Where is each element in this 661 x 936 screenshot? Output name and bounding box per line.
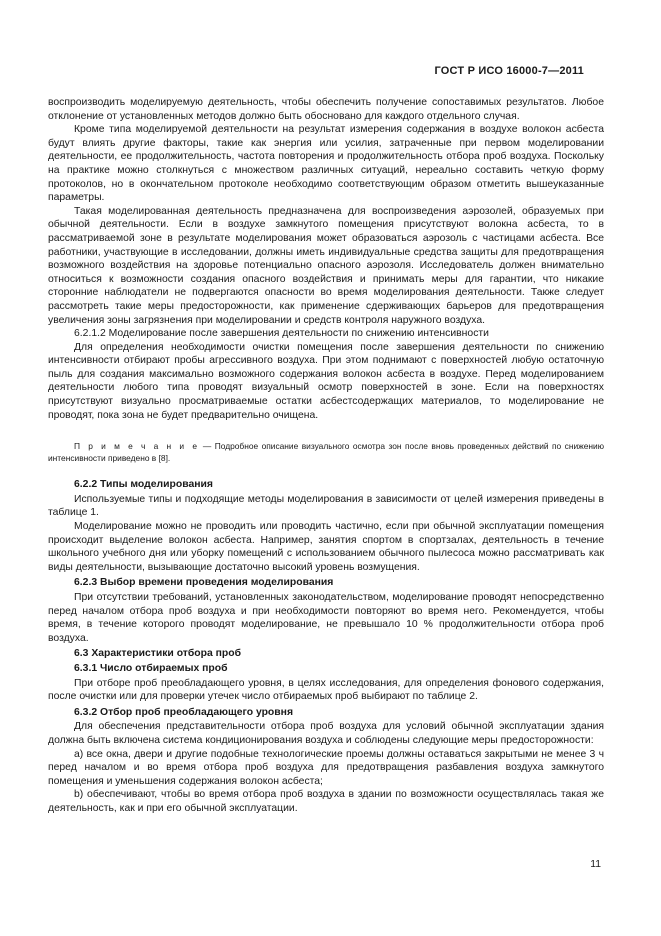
list-item: а) все окна, двери и другие подобные технологические проемы должны оставаться закрытыми не менее 3 ч перед началом и во время отбора проб воздуха для предотвращения разбавления воздуха замкнутого помещения и уменьшения содержания волокон асбеста; (48, 748, 604, 787)
subsection-title: 6.2.1.2 Моделирование после завершения деятельности по снижению интенсивности (74, 328, 489, 340)
paragraph: Кроме типа моделируемой деятельности на результат измерения содержания в воздухе волокон асбеста будут влиять другие факторы, такие как энергия или усилия, затраченные при первом моделировании деятельности, ее продолжительность, частота повторения и продолжительность отбора проб воздуха. Поскольку на практике можно столкнуться с множеством различных ситуаций, нереально составить четкую форму протоколов, но в окончательном протоколе необходимо соответствующим образом отметить вышеуказанные параметры. (48, 124, 604, 204)
page-number: 11 (590, 859, 601, 870)
document-header: ГОСТ Р ИСО 16000-7—2011 (434, 65, 584, 77)
list-item: b) обеспечивают, чтобы во время отбора проб воздуха в здании по возможности осуществлялась такая же деятельность, как и при его обычной эксплуатации. (48, 789, 604, 814)
paragraph: При отсутствии требований, установленных законодательством, моделирование проводят непосредственно перед началом отбора проб воздуха и при необходимости повторяют во время него. Рекомендуется, чтобы время, в течение которого проводят моделирование, не превышало 10 % продолжительности отбора проб воздуха. (48, 592, 604, 644)
section-heading-6-2-3: 6.2.3 Выбор времени проведения моделирования (74, 577, 334, 589)
note-text: — Подробное описание визуального осмотра зон после вновь проведенных действий по снижению интенсивности приведено в [8]. (48, 441, 604, 464)
document-body (48, 96, 604, 816)
paragraph: воспроизводить моделируемую деятельность, чтобы обеспечить получение сопоставимых результатов. Любое отклонение от установленных методов должно быть обосновано для каждого отдельного случая. (48, 97, 604, 122)
section-heading-6-3-1: 6.3.1 Число отбираемых проб (74, 662, 228, 674)
paragraph: Для определения необходимости очистки помещения после завершения деятельности по снижению интенсивности отбирают пробы агрессивного воздуха. При этом поднимают с поверхностей любую остаточную пыль для создания максимально возможного содержания волокон асбеста в воздухе. Перед моделированием деятельности любого типа проводят визуальный осмотр поверхностей в зоне. Если на поверхностях присутствуют визуально просматриваемые остатки асбестсодержащих материалов, то моделирование не проводят, пока зона не будет предварительно очищена. (48, 341, 604, 421)
paragraph: При отборе проб преобладающего уровня, в целях исследования, для определения фонового содержания, после очистки или для проверки утечек число отбираемых проб выбирают по таблице 2. (48, 677, 604, 703)
paragraph: Используемые типы и подходящие методы моделирования в зависимости от целей измерения приведены в таблице 1. (48, 493, 604, 519)
note (48, 440, 604, 464)
paragraph: Моделирование можно не проводить или проводить частично, если при обычной эксплуатации помещения происходит выделение волокон асбеста. Например, занятия спортом в спортзалах, деятельность в течение школьного учебного дня или уборку помещений с использованием обычного пылесоса можно рассматривать как виды деятельности, вызывающие достаточно высокий уровень возмущения. (48, 521, 604, 573)
section-heading-6-3: 6.3 Характеристики отбора проб (74, 648, 242, 660)
paragraph: Такая моделированная деятельность предназначена для воспроизведения аэрозолей, образуемых при обычной деятельности. Если в воздухе замкнутого помещения присутствуют волокна асбеста, то в рассматриваемой зоне в результате моделирования может образоваться аэрозоль с частицами асбеста. Все работники, участвующие в исследовании, должны иметь индивидуальные средства защиты для предотвращения возможного воздействия на здоровье потенциально опасного аэрозоля. Исследователь должен внимательно относиться к возможности создания опасного воздействия и принимать меры для гарантии, что никакие сторонние наблюдатели не подвергаются опасности во время моделирования деятельности. Также следует рассмотреть такие меры предосторожности, как применение сдерживающих барьеров для предотвращения увеличения зоны загрязнения при моделировании и средств контроля наружного воздуха. (48, 205, 604, 326)
paragraph: Для обеспечения представительности отбора проб воздуха для условий обычной эксплуатации здания должна быть включена система кондиционирования воздуха и соблюдены следующие меры предосторожности: (48, 721, 604, 746)
section-heading-6-3-2: 6.3.2 Отбор проб преобладающего уровня (74, 706, 294, 718)
section-heading-6-2-2: 6.2.2 Типы моделирования (74, 479, 213, 491)
note-label: П р и м е ч а н и е (74, 441, 200, 452)
